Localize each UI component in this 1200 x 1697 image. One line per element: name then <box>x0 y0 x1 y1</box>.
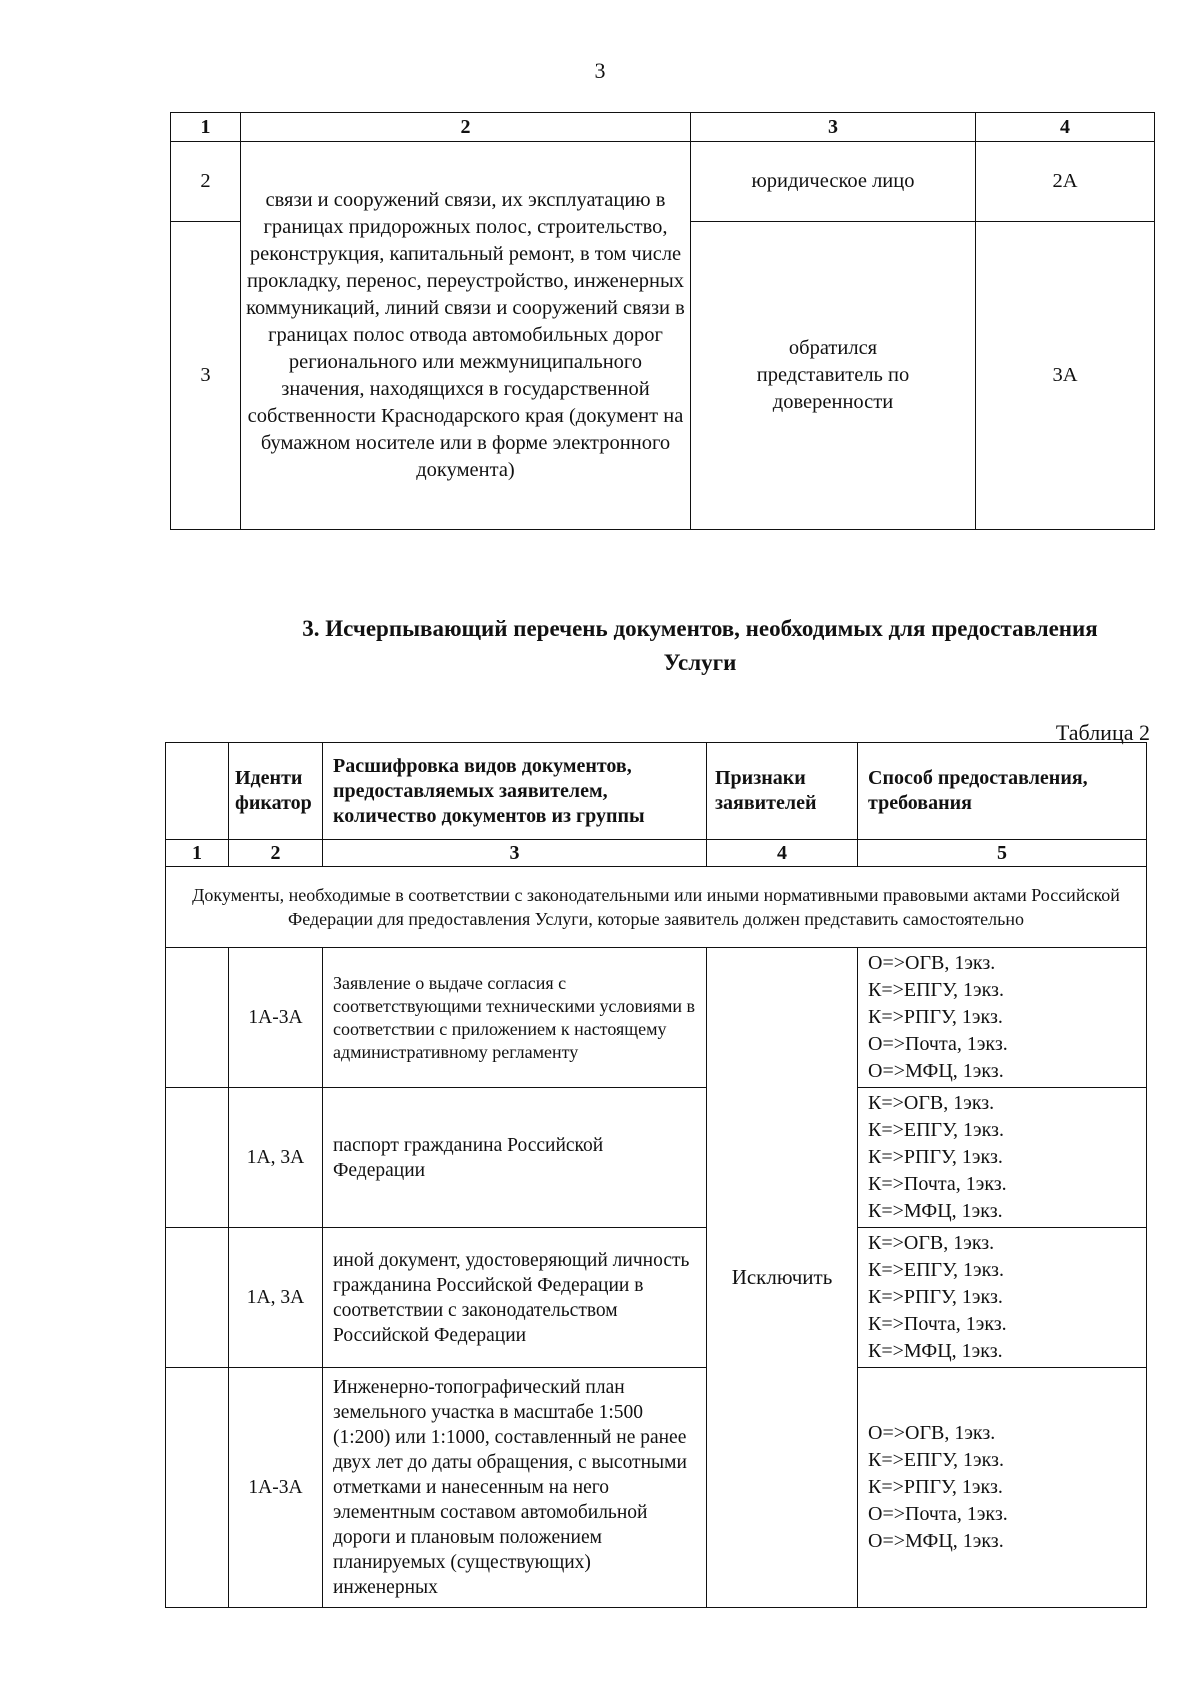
empty-cell <box>166 1228 229 1368</box>
method-line: О=>ОГВ, 1экз. <box>868 1422 996 1444</box>
method-line: О=>Почта, 1экз. <box>868 1503 1008 1525</box>
table2-header-cell: Признаки заявителей <box>707 743 858 840</box>
document-description: Заявление о выдаче согласия с соответствующими техническими условиями в соответствии с приложением к настоящему административному регламенту <box>323 948 707 1088</box>
method-line: К=>ЕПГУ, 1экз. <box>868 1259 1004 1281</box>
submission-methods <box>858 1368 1147 1608</box>
table2-header-cell: Идентификатор <box>229 743 323 840</box>
submission-methods <box>858 948 1147 1088</box>
table2-section-row <box>166 867 1147 948</box>
document-identifier: 1А-3А <box>229 948 323 1088</box>
table1-header-cell: 2 <box>241 113 691 142</box>
document-identifier: 1А, 3А <box>229 1228 323 1368</box>
table-row <box>166 1368 1147 1608</box>
method-line: К=>РПГУ, 1экз. <box>868 1476 1003 1498</box>
method-line: К=>ОГВ, 1экз. <box>868 1092 995 1114</box>
table2-header-cell: Расшифровка видов документов, предоставляемых заявителем, количество документов из группы <box>323 743 707 840</box>
column-number: 1 <box>166 840 229 867</box>
method-line: О=>Почта, 1экз. <box>868 1033 1008 1055</box>
method-line: О=>МФЦ, 1экз. <box>868 1060 1004 1082</box>
applicant-code: 2А <box>976 142 1155 222</box>
document-description: паспорт гражданина Российской Федерации <box>323 1088 707 1228</box>
method-line: К=>ЕПГУ, 1экз. <box>868 1119 1004 1141</box>
table-row <box>166 1088 1147 1228</box>
applicant-type: юридическое лицо <box>691 142 976 222</box>
table-row <box>166 1228 1147 1368</box>
table2-header-cell: Способ предоставления, требования <box>858 743 1147 840</box>
table2-header-row <box>166 743 1147 840</box>
empty-cell <box>166 1368 229 1608</box>
table1-row <box>171 142 1155 222</box>
applicant-signs: Исключить <box>707 948 858 1608</box>
section-title: 3. Исчерпывающий перечень документов, необходимых для предоставления Услуги <box>302 616 1098 675</box>
method-line: К=>Почта, 1экз. <box>868 1313 1007 1335</box>
method-line: О=>МФЦ, 1экз. <box>868 1530 1004 1552</box>
method-line: К=>ОГВ, 1экз. <box>868 1232 995 1254</box>
table1-header-row <box>171 113 1155 142</box>
table1-header-cell: 1 <box>171 113 241 142</box>
method-line: К=>ЕПГУ, 1экз. <box>868 979 1004 1001</box>
empty-cell <box>166 948 229 1088</box>
row-number: 3 <box>171 222 241 530</box>
method-line: К=>РПГУ, 1экз. <box>868 1006 1003 1028</box>
empty-cell <box>166 1088 229 1228</box>
row-number: 2 <box>171 142 241 222</box>
table-row <box>166 948 1147 1088</box>
table1-header-cell: 3 <box>691 113 976 142</box>
table2-number-row <box>166 840 1147 867</box>
documents-group-title: Документы, необходимые в соответствии с законодательными или иными нормативными правовыми актами Российской Федерации для предоставления Услуги, которые заявитель должен представить самостоятельно <box>166 867 1147 948</box>
document-identifier: 1А, 3А <box>229 1088 323 1228</box>
service-purpose-text: связи и сооружений связи, их эксплуатацию в границах придорожных полос, строительство, реконструкция, капитальный ремонт, в том числе прокладку, перенос, переустройство, инженерных коммуникаций, линий связи и сооружений связи в границах полос отвода автомобильных дорог регионального или межмуниципального значения, находящихся в государственной собственности Краснодарского края (документ на бумажном носителе или в форме электронного документа) <box>241 142 691 530</box>
applicant-code: 3А <box>976 222 1155 530</box>
method-line: К=>РПГУ, 1экз. <box>868 1146 1003 1168</box>
table1-header-cell: 4 <box>976 113 1155 142</box>
method-line: К=>Почта, 1экз. <box>868 1173 1007 1195</box>
submission-methods <box>858 1088 1147 1228</box>
column-number: 3 <box>323 840 707 867</box>
method-line: К=>ЕПГУ, 1экз. <box>868 1449 1004 1471</box>
document-identifier: 1А-3А <box>229 1368 323 1608</box>
column-number: 2 <box>229 840 323 867</box>
method-line: К=>МФЦ, 1экз. <box>868 1340 1003 1362</box>
method-line: К=>МФЦ, 1экз. <box>868 1200 1003 1222</box>
applicants-table <box>170 112 1155 530</box>
document-description: Инженерно-топографический план земельного участка в масштабе 1:500 (1:200) или 1:1000, составленный не ранее двух лет до даты обращения, с высотными отметками и нанесенным на него элементным составом автомобильной дороги и плановым положением планируемых (существующих) инженерных <box>323 1368 707 1608</box>
page-number: 3 <box>594 58 606 83</box>
table-caption: Таблица 2 <box>1055 720 1150 745</box>
documents-table <box>165 742 1147 1608</box>
applicant-type: обратился представитель по доверенности <box>691 222 976 530</box>
column-number: 5 <box>858 840 1147 867</box>
document-description: иной документ, удостоверяющий личность гражданина Российской Федерации в соответствии с законодательством Российской Федерации <box>323 1228 707 1368</box>
method-line: К=>РПГУ, 1экз. <box>868 1286 1003 1308</box>
submission-methods <box>858 1228 1147 1368</box>
column-number: 4 <box>707 840 858 867</box>
method-line: О=>ОГВ, 1экз. <box>868 952 996 974</box>
table2-header-cell <box>166 743 229 840</box>
